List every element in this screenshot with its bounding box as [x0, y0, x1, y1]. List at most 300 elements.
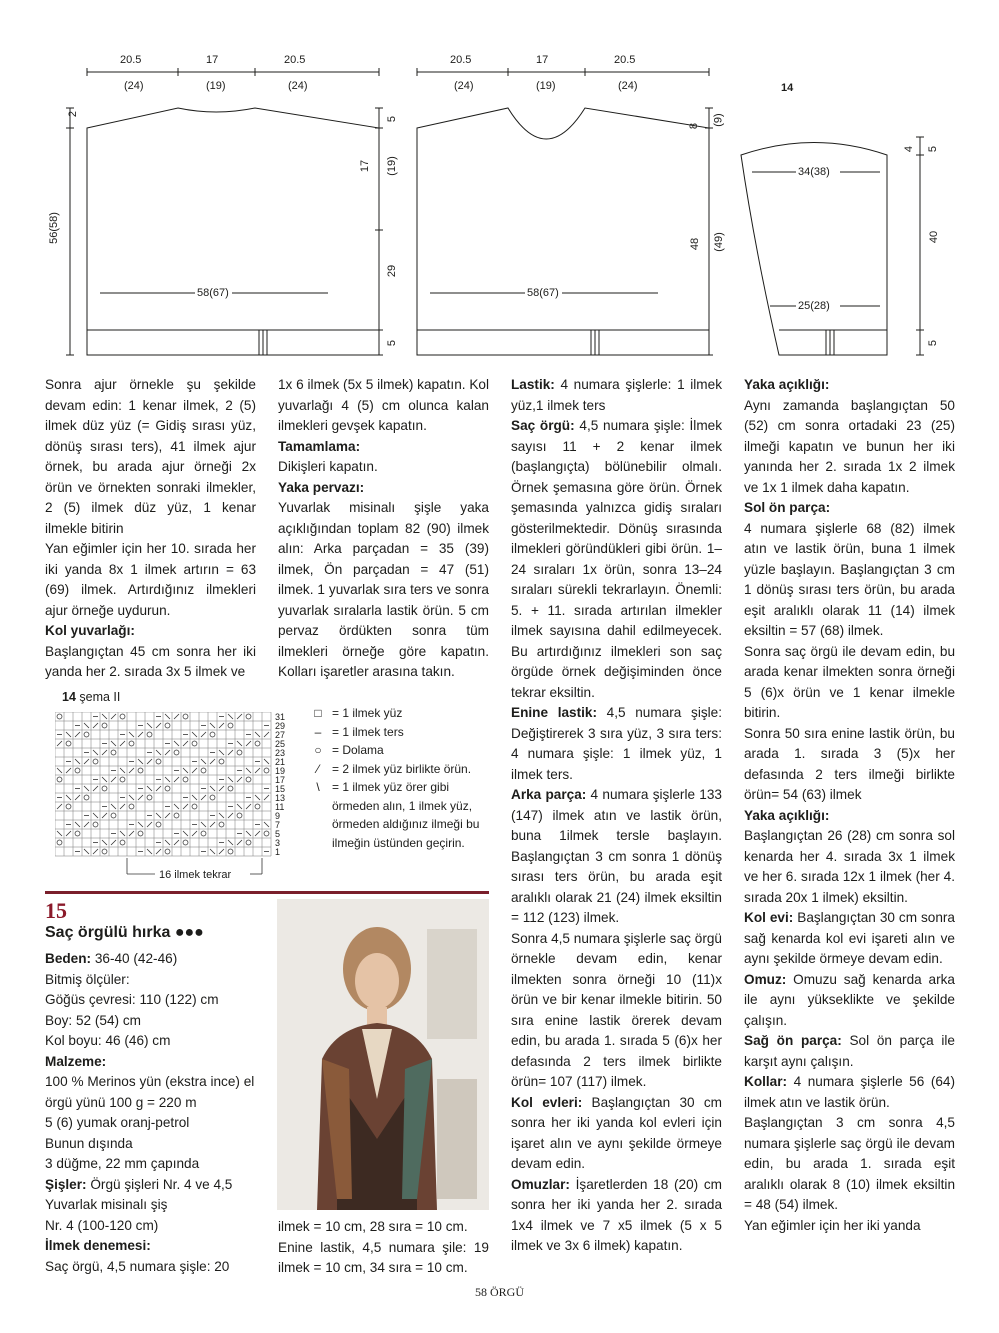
k2tog-symbol	[201, 732, 206, 737]
column-2-top	[278, 375, 489, 683]
yarn-over-symbol	[255, 804, 260, 809]
front-left-17: 17	[359, 159, 372, 173]
k2tog-symbol	[192, 831, 197, 836]
k2tog-symbol	[57, 804, 62, 809]
yarn-over-symbol	[210, 732, 215, 737]
paragraph: Sonra 4,5 numara şişlerle saç örgü örnekle devam edin, kenar ilmekten sonra örneği 10 (11)x örün ve bir kenar ilmekle bitirin. 50 sıra enine lastik örerek devam edin, bu arada 1. sırada 5 (6)x her defasında 2 ters ilmek birlikte örün= 107 (117) ilmek.	[511, 930, 722, 1089]
paragraph-lead: Beden:	[45, 951, 92, 966]
yarn-over-symbol	[138, 768, 143, 773]
paragraph-text: Örgü şişleri Nr. 4 ve 4,5	[86, 1176, 233, 1192]
row-number: 19	[275, 766, 286, 776]
skpo-symbol	[111, 741, 116, 746]
paragraph-lead: Lastik:	[511, 377, 555, 392]
paragraph: Enine lastik, 4,5 numara şile: 19 ilmek = 10 cm, 34 sıra = 10 cm.	[278, 1239, 489, 1275]
legend-symbol: \	[316, 780, 320, 794]
yarn-over-symbol	[102, 849, 107, 854]
row-number: 11	[275, 802, 285, 812]
k2tog-symbol	[120, 741, 125, 746]
sleeve-left-49: (49)	[712, 232, 725, 252]
paragraph-lead: Enine lastik:	[511, 705, 597, 720]
legend-symbol: –	[314, 724, 322, 739]
k2tog-symbol	[84, 822, 89, 827]
paragraph	[511, 1093, 722, 1175]
yarn-over-symbol	[66, 804, 71, 809]
paragraph: İlmek denemesi:	[45, 1238, 151, 1253]
row-number: 25	[275, 739, 286, 749]
skpo-symbol	[174, 804, 179, 809]
row-number: 17	[275, 775, 286, 785]
k2tog-symbol	[93, 786, 98, 791]
legend-text: = 1 ilmek yüz örer gibi örmeden alın, 1 ilmek yüz, örmeden aldığınız ilmeği bu ilmeğin üstünden geçirin.	[332, 780, 480, 850]
yarn-over-symbol	[57, 840, 62, 845]
yarn-over-symbol	[219, 822, 224, 827]
legend-item	[310, 741, 490, 760]
section-title: Saç örgülü hırka ●●●	[45, 924, 204, 941]
skpo-symbol	[192, 795, 197, 800]
paragraph: Başlangıçtan 45 cm sonra her iki yanda her 2. sırada 3x 5 ilmek ve	[45, 643, 256, 679]
yarn-over-symbol	[165, 786, 170, 791]
skpo-symbol	[210, 849, 215, 854]
repeat-label: 16 ilmek tekrar	[159, 869, 232, 881]
row-number: 21	[275, 757, 286, 767]
yarn-over-symbol	[264, 768, 269, 773]
k2tog-symbol	[201, 795, 206, 800]
skpo-symbol	[147, 723, 152, 728]
front-width: 58(67)	[527, 287, 559, 299]
schematics	[0, 0, 999, 370]
skpo-symbol	[129, 732, 134, 737]
skpo-symbol	[84, 786, 89, 791]
back-dim-2: 17	[206, 54, 219, 66]
yarn-over-symbol	[192, 741, 197, 746]
yarn-over-symbol	[255, 741, 260, 746]
paragraph: Sonra ajur örnekle şu şekilde devam edin: 1 kenar ilmek, 2 (5) ilmek düz yüz (= Gidiş sırası yüz, dönüş sırası ters), 41 ilmek ajur örnek, bu arada ajur örneği 2x örün ve örnekten sonraki ilmekler, 2 (5) ilmek düz yüz, 1 kenar ilmekle bitirin	[45, 377, 256, 536]
back-dim-1: 20.5	[120, 54, 142, 66]
front-dim-3: 20.5	[614, 54, 636, 66]
yarn-over-symbol	[111, 813, 116, 818]
skpo-symbol	[156, 750, 161, 755]
k2tog-symbol	[228, 813, 233, 818]
paragraph	[45, 1175, 260, 1196]
paragraph: Yaka pervazı:	[278, 479, 365, 495]
k2tog-symbol	[93, 723, 98, 728]
k2tog-symbol	[174, 714, 179, 719]
paragraph: Dikişleri kapatın.	[278, 459, 378, 474]
k2tog-symbol	[183, 741, 188, 746]
paragraph: Nr. 4 (100-120 cm)	[45, 1217, 159, 1233]
legend-item	[310, 778, 490, 852]
legend-symbol: ○	[314, 743, 322, 757]
k2tog-symbol	[210, 759, 215, 764]
yarn-over-symbol	[246, 714, 251, 719]
front-dim-2: 17	[536, 54, 549, 66]
k2tog-symbol	[111, 714, 116, 719]
column-3	[511, 375, 722, 1257]
skpo-symbol	[57, 831, 62, 836]
legend-text: = 2 ilmek yüz birlikte örün.	[332, 761, 472, 776]
skpo-symbol	[93, 813, 98, 818]
paragraph-lead: Kollar:	[744, 1074, 788, 1089]
skpo-symbol	[102, 714, 107, 719]
yarn-over-symbol	[57, 777, 62, 782]
skpo-symbol	[255, 732, 260, 737]
k2tog-symbol	[111, 840, 116, 845]
skpo-symbol	[84, 849, 89, 854]
paragraph: Kol yuvarlağı:	[45, 623, 135, 638]
paragraph: Saç örgü, 4,5 numara şişle: 20	[45, 1258, 230, 1274]
k2tog-symbol	[102, 750, 107, 755]
yarn-over-symbol	[84, 732, 89, 737]
legend-symbol: ⁄	[316, 761, 319, 776]
row-number: 13	[275, 793, 286, 803]
yarn-over-symbol	[183, 777, 188, 782]
skpo-symbol	[129, 795, 134, 800]
row-number: 31	[275, 712, 286, 722]
paragraph	[511, 703, 722, 785]
sleeve-left-8: 8	[688, 122, 701, 130]
paragraph-text: 4 numara şişlerle: 1 ilmek yüz,1 ilmek ters	[511, 377, 722, 413]
row-number: 7	[275, 820, 281, 830]
yarn-over-symbol	[156, 759, 161, 764]
pattern-legend	[310, 704, 490, 852]
row-number: 9	[275, 811, 281, 821]
yarn-over-symbol	[102, 786, 107, 791]
k2tog-symbol	[237, 840, 242, 845]
paragraph-lead: Kol evi:	[744, 910, 794, 925]
yarn-over-symbol	[156, 822, 161, 827]
legend-item	[310, 760, 490, 779]
section-15-details	[45, 949, 260, 1277]
k2tog-symbol	[174, 777, 179, 782]
paragraph-lead: Omuzlar:	[511, 1176, 570, 1192]
sleeve-right-4: 4	[903, 145, 916, 153]
front-dim-alt-3: (24)	[618, 80, 638, 92]
front-left-5: 5	[386, 115, 399, 123]
k2tog-symbol	[84, 759, 89, 764]
yarn-over-symbol	[210, 795, 215, 800]
section-divider	[45, 891, 489, 894]
skpo-symbol	[210, 723, 215, 728]
paragraph: 4 numara şişlerle 68 (82) ilmek atın ve lastik örün, buna 1 ilmek yüzle başlayın. Başlangıçtan 3 cm 1 dönüş sırası ters örün, bu arada eşit aralıklı olarak 11 (14) ilmek eksiltin = 57 (68) ilmek.	[744, 520, 955, 638]
paragraph-text: 4,5 numara şişle: Değiştirerek 3 sıra yüz, 3 sıra ters: 4 numara şişle: 1 ilmek yüz, 1 ilmek ters.	[511, 705, 722, 782]
k2tog-symbol	[219, 849, 224, 854]
skpo-symbol	[237, 804, 242, 809]
skpo-symbol	[192, 732, 197, 737]
k2tog-symbol	[111, 777, 116, 782]
k2tog-symbol	[120, 804, 125, 809]
row-number: 29	[275, 721, 286, 731]
skpo-symbol	[120, 831, 125, 836]
paragraph-lead: Şişler:	[45, 1176, 87, 1192]
k2tog-symbol	[147, 822, 152, 827]
pattern-chart	[55, 712, 300, 888]
skpo-symbol	[219, 813, 224, 818]
paragraph: Yan eğimler için her iki yanda	[744, 1217, 921, 1233]
yarn-over-symbol	[120, 714, 125, 719]
skpo-symbol	[183, 831, 188, 836]
k2tog-symbol	[66, 768, 71, 773]
front-dim-1: 20.5	[450, 54, 472, 66]
yarn-over-symbol	[120, 777, 125, 782]
back-dim-alt-1: (24)	[124, 80, 144, 92]
skpo-symbol	[138, 822, 143, 827]
k2tog-symbol	[93, 849, 98, 854]
skpo-symbol	[57, 768, 62, 773]
yarn-over-symbol	[237, 813, 242, 818]
yarn-over-symbol	[111, 750, 116, 755]
skpo-symbol	[228, 840, 233, 845]
back-height: 56(58)	[47, 212, 60, 244]
paragraph	[744, 1031, 955, 1072]
paragraph: Yan eğimler için her 10. sırada her iki yanda 8x 1 ilmek artırın = 63 (69) ilmek. Artırdığınız ilmekleri ajur örneğe uydurun.	[45, 541, 256, 618]
yarn-over-symbol	[228, 786, 233, 791]
yarn-over-symbol	[66, 741, 71, 746]
legend-item	[310, 704, 490, 723]
paragraph-text: Başlangıçtan 30 cm sonra sağ kenarda kol evi işareti alın ve aynı şekilde örmeye devam edin.	[744, 910, 955, 966]
yarn-over-symbol	[183, 840, 188, 845]
paragraph: Sonra saç örgü ile devam edin, bu arada kenar ilmekten sonra örneği 5 (6)x örün ve 1 kenar ilmekle bitirin.	[744, 643, 955, 720]
paragraph	[511, 375, 722, 416]
skpo-symbol	[228, 714, 233, 719]
skpo-symbol	[147, 849, 152, 854]
paragraph: 3 düğme, 22 mm çapında	[45, 1156, 200, 1171]
paragraph: Yaka açıklığı:	[744, 377, 830, 392]
paragraph-text: Başlangıçtan 30 cm sonra her iki yanda kol evleri için işaret alın ve aynı şekilde örmeye devam edin.	[511, 1094, 722, 1171]
skpo-symbol	[264, 822, 269, 827]
sleeve-right-40: 40	[928, 230, 941, 244]
skpo-symbol	[75, 759, 80, 764]
paragraph	[744, 908, 955, 970]
yarn-over-symbol	[129, 804, 134, 809]
k2tog-symbol	[264, 732, 269, 737]
skpo-symbol	[255, 795, 260, 800]
paragraph	[45, 949, 260, 970]
yarn-over-symbol	[147, 732, 152, 737]
front-left-29: 29	[386, 264, 399, 278]
yarn-over-symbol	[237, 750, 242, 755]
legend-symbol: □	[314, 706, 322, 720]
row-number: 15	[275, 784, 286, 794]
k2tog-symbol	[183, 804, 188, 809]
paragraph: Kol boyu: 46 (46) cm	[45, 1033, 171, 1048]
paragraph: Yaka açıklığı:	[744, 807, 830, 823]
k2tog-symbol	[66, 831, 71, 836]
k2tog-symbol	[210, 822, 215, 827]
k2tog-symbol	[138, 732, 143, 737]
front-left-5b: 5	[386, 339, 399, 347]
paragraph: 5 (6) yumak oranj-petrol	[45, 1115, 190, 1130]
paragraph-text: Sol ön parça ile karşıt aynı çalışın.	[744, 1033, 955, 1069]
column-2-bottom	[278, 1217, 489, 1279]
paragraph: Göğüs çevresi: 110 (122) cm	[45, 992, 219, 1007]
paragraph	[511, 416, 722, 703]
sleeve-right-5: 5	[927, 145, 940, 153]
skpo-symbol	[111, 804, 116, 809]
yarn-over-symbol	[246, 777, 251, 782]
paragraph: Sonra 50 sıra enine lastik örün, bu arada 1. sırada 3 (5)x her defasında 2 ters ilmeği birlikte örün= 54 (63) ilmek	[744, 725, 955, 802]
skpo-symbol	[246, 831, 251, 836]
paragraph: Bunun dışında	[45, 1135, 133, 1151]
skpo-symbol	[237, 741, 242, 746]
skpo-symbol	[219, 750, 224, 755]
k2tog-symbol	[237, 714, 242, 719]
skpo-symbol	[165, 777, 170, 782]
page-footer: 58 ÖRGÜ	[474, 1285, 524, 1299]
yarn-over-symbol	[120, 840, 125, 845]
row-number: 27	[275, 730, 286, 740]
yarn-over-symbol	[93, 759, 98, 764]
k2tog-symbol	[174, 840, 179, 845]
k2tog-symbol	[156, 723, 161, 728]
paragraph-text: 4,5 numara şişle: İlmek sayısı 11 + 2 kenar ilmek (başlangıçta) bölünebilir olmalı. Örnek şemasına göre örün. Örnek şemasında yalnızca gidiş sıraları gösterilmektedir. Dönüş sırasında ilmekleri göründükleri gibi örün. 1–24 sıraları 1x örün, sonra 13–24 sıraları sürekli tekrarlayın. Önemli: 5. + 11. sırada artırılan ilmekler ilmek sayısına dahil edilmeyecek. Bu artırdığınız ilmekleri son saç örgüde örnek değişiminden önce tekrar eksiltin.	[511, 418, 723, 700]
k2tog-symbol	[246, 804, 251, 809]
legend-text: = 1 ilmek yüz	[332, 706, 403, 720]
skpo-symbol	[174, 741, 179, 746]
pattern-title: 14 şema II	[62, 690, 121, 704]
skpo-symbol	[66, 732, 71, 737]
paragraph-lead: Saç örgü:	[511, 418, 575, 433]
row-number: 1	[275, 847, 281, 857]
back-neck-drop: 2	[67, 110, 80, 118]
k2tog-symbol	[129, 768, 134, 773]
paragraph: Aynı zamanda başlangıçtan 50 (52) cm sonra ortadaki 23 (25) ilmeği kapatın ve bunun her iki yanında her 2. sırada 1x 2 ilmek ve 1x 1 ilmek daha kapatın.	[744, 397, 955, 495]
yarn-over-symbol	[192, 804, 197, 809]
skpo-symbol	[93, 750, 98, 755]
column-1-top	[45, 375, 256, 683]
k2tog-symbol	[57, 741, 62, 746]
front-dim-alt-1: (24)	[454, 80, 474, 92]
k2tog-symbol	[219, 786, 224, 791]
back-width: 58(67)	[197, 287, 229, 299]
paragraph: Sol ön parça:	[744, 500, 831, 515]
k2tog-symbol	[219, 723, 224, 728]
paragraph	[744, 970, 955, 1032]
paragraph: Yuvarlak misinalı şişle yaka açıklığından toplam 82 (90) ilmek alın: Arka parçadan = 35 (39) ilmek, Ön parçadan = 47 (51) ilmek. 1 yuvarlak sıra ters ve sonra yuvarlak sıralarla lastik örün. 5 cm pervaz ördükten sonra tüm ilmekleri örneğe göre kapatın. Kolları işaretler arasına takın.	[278, 500, 489, 679]
skpo-symbol	[120, 768, 125, 773]
paragraph: Tamamlama:	[278, 438, 361, 454]
yarn-over-symbol	[102, 723, 107, 728]
paragraph: Yuvarlak misinalı şiş	[45, 1197, 168, 1212]
model-photo	[277, 899, 489, 1210]
sleeve-left-48: 48	[689, 237, 702, 251]
yarn-over-symbol	[138, 831, 143, 836]
row-number: 23	[275, 748, 286, 758]
paragraph: Boy: 52 (54) cm	[45, 1012, 141, 1028]
k2tog-symbol	[255, 768, 260, 773]
yarn-over-symbol	[174, 750, 179, 755]
skpo-symbol	[75, 822, 80, 827]
skpo-symbol	[210, 786, 215, 791]
yarn-over-symbol	[93, 822, 98, 827]
paragraph-text: 36-40 (42-46)	[91, 951, 178, 966]
k2tog-symbol	[147, 759, 152, 764]
yarn-over-symbol	[201, 831, 206, 836]
skpo-symbol	[201, 759, 206, 764]
yarn-over-symbol	[228, 723, 233, 728]
skpo-symbol	[102, 840, 107, 845]
k2tog-symbol	[138, 795, 143, 800]
skpo-symbol	[165, 714, 170, 719]
paragraph-lead: Sağ ön parça:	[744, 1033, 842, 1048]
paragraph: 100 % Merinos yün (ekstra ince) el örgü yünü 100 g = 220 m	[45, 1074, 255, 1110]
column-4	[744, 375, 955, 1236]
k2tog-symbol	[75, 795, 80, 800]
k2tog-symbol	[192, 768, 197, 773]
yarn-over-symbol	[228, 849, 233, 854]
back-dim-3: 20.5	[284, 54, 306, 66]
paragraph	[511, 785, 722, 929]
legend-text: = Dolama	[332, 743, 384, 757]
k2tog-symbol	[75, 732, 80, 737]
skpo-symbol	[246, 768, 251, 773]
paragraph: ilmek = 10 cm, 28 sıra = 10 cm.	[278, 1219, 468, 1234]
sleeve-left-9: (9)	[712, 113, 725, 127]
yarn-over-symbol	[57, 714, 62, 719]
back-dim-alt-3: (24)	[288, 80, 308, 92]
k2tog-symbol	[165, 813, 170, 818]
k2tog-symbol	[264, 795, 269, 800]
skpo-symbol	[156, 813, 161, 818]
yarn-over-symbol	[75, 768, 80, 773]
yarn-over-symbol	[264, 831, 269, 836]
sleeve-bottom-width: 25(28)	[798, 300, 830, 312]
back-dim-alt-2: (19)	[206, 80, 226, 92]
paragraph: Bitmiş ölçüler:	[45, 971, 130, 987]
legend-item	[310, 723, 490, 742]
skpo-symbol	[228, 777, 233, 782]
yarn-over-symbol	[165, 723, 170, 728]
row-number: 3	[275, 838, 281, 848]
k2tog-symbol	[255, 831, 260, 836]
paragraph-text: 4 numara şişlerle 133 (147) ilmek atın ve lastik örün, buna 1ilmek tersle başlayın. Başlangıçtan 3 cm sonra 1 dönüş sırası ters örün, bu arada eşit aralıklı olarak 21 (24) ilmek eksiltin = 112 (123) ilmek.	[511, 787, 722, 925]
paragraph: 1x 6 ilmek (5x 5 ilmek) kapatın. Kol yuvarlağı 4 (5) cm olunca kalan ilmekleri gevşek kapatın.	[278, 377, 489, 433]
yarn-over-symbol	[84, 795, 89, 800]
sleeve-top-width: 34(38)	[798, 166, 830, 178]
yarn-over-symbol	[174, 813, 179, 818]
row-number: 5	[275, 829, 281, 839]
paragraph-text: Omuzu sağ kenarda arka ile aynı yükseklikte ve şekilde çalışın.	[744, 971, 955, 1028]
paragraph-text: İşaretlerden 18 (20) cm sonra her iki yanda her 2. sırada 1x4 ilmek ve 7 x5 ilmek (5 x 5 ilmek ve 3x 6 ilmek) kapatın.	[511, 1176, 722, 1253]
k2tog-symbol	[165, 750, 170, 755]
yarn-over-symbol	[129, 741, 134, 746]
sleeve-number: 14	[781, 82, 794, 94]
paragraph	[744, 1072, 955, 1113]
k2tog-symbol	[156, 786, 161, 791]
sleeve-right-5b: 5	[927, 339, 940, 347]
paragraph: Malzeme:	[45, 1053, 107, 1069]
skpo-symbol	[201, 822, 206, 827]
k2tog-symbol	[156, 849, 161, 854]
yarn-over-symbol	[201, 768, 206, 773]
paragraph: Başlangıçtan 3 cm sonra 4,5 numara şişlerle saç örgü ile devam edin, bu arada 1. sırada eşit aralıklı olarak 8 (10) ilmek eksiltin = 48 (54) ilmek.	[744, 1115, 955, 1212]
skpo-symbol	[147, 786, 152, 791]
legend-text: = 1 ilmek ters	[332, 724, 404, 739]
skpo-symbol	[102, 777, 107, 782]
yarn-over-symbol	[147, 795, 152, 800]
yarn-over-symbol	[183, 714, 188, 719]
yarn-over-symbol	[75, 831, 80, 836]
yarn-over-symbol	[246, 840, 251, 845]
front-left-19: (19)	[385, 156, 398, 176]
section-number: 15	[45, 898, 67, 923]
k2tog-symbol	[102, 813, 107, 818]
k2tog-symbol	[228, 750, 233, 755]
skpo-symbol	[183, 768, 188, 773]
k2tog-symbol	[246, 741, 251, 746]
skpo-symbol	[66, 795, 71, 800]
yarn-over-symbol	[219, 759, 224, 764]
paragraph-lead: Omuz:	[744, 971, 787, 987]
